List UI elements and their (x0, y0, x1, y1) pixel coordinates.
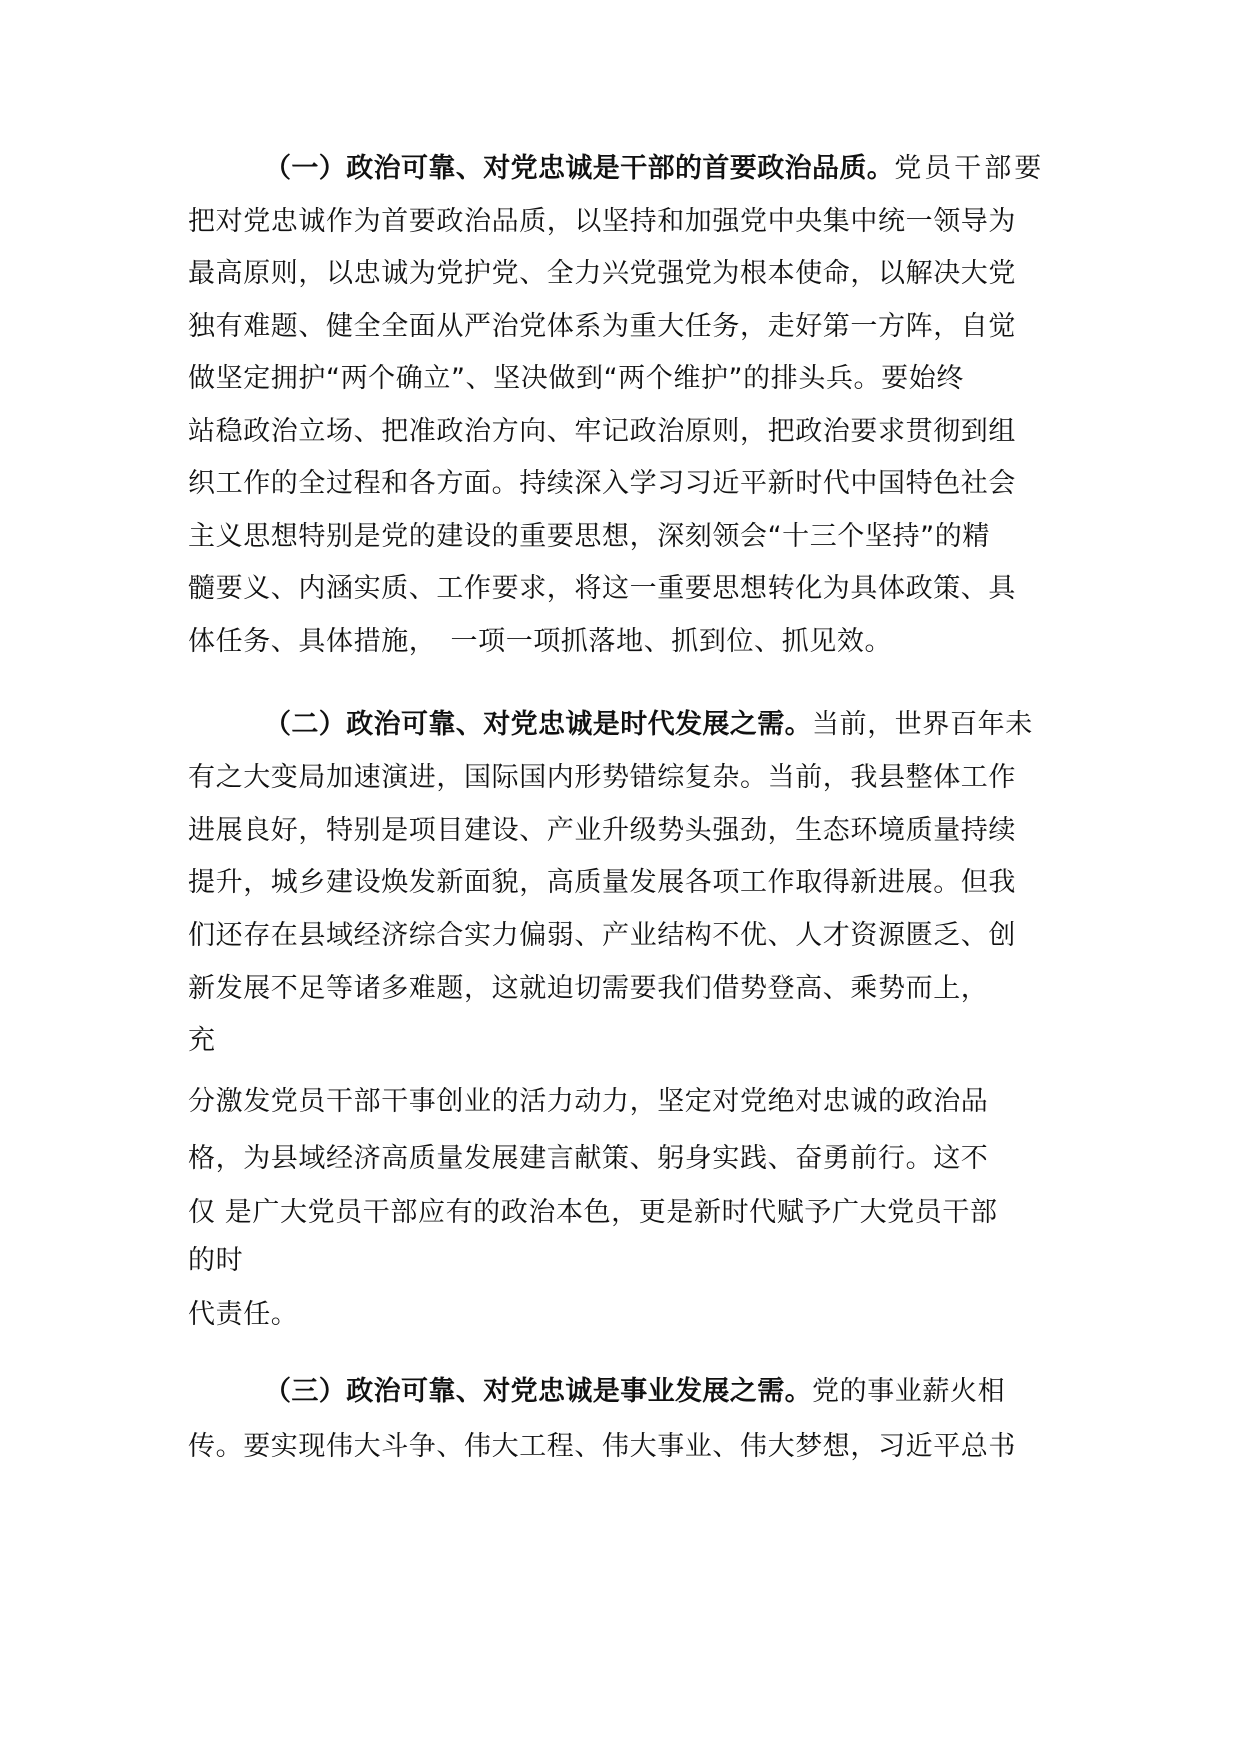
section-2-line: 进展良好，特别是项目建设、产业升级势头强劲，生态环境质量持续 (188, 815, 1016, 846)
section-1-line: 站稳政治立场、把准政治方向、牢记政治原则，把政治要求贯彻到组 (188, 416, 1016, 447)
section-2-first-line (264, 706, 1033, 744)
section-3-first-line-text: 党的事业薪火相 (812, 1376, 1006, 1407)
section-2-line: 们还存在县域经济综合实力偏弱、产业结构不优、人才资源匮乏、创 (188, 920, 1016, 951)
section-1-line: 把对党忠诚作为首要政治品质，以坚持和加强党中央集中统一领导为 (188, 206, 1016, 237)
section-2-first-line-text: 当前，世界百年未 (812, 709, 1033, 740)
section-1-line: 主义思想特别是党的建设的重要思想，深刻领会“十三个坚持”的精 (188, 521, 990, 552)
section-2-line: 代责任。 (188, 1299, 299, 1330)
section-2-line: 的时 (188, 1245, 244, 1276)
section-1-line: 做坚定拥护“两个确立”、坚决做到“两个维护”的排头兵。要始终 (188, 363, 964, 394)
section-3-heading: （三）政治可靠、对党忠诚是事业发展之需。 (264, 1376, 812, 1407)
section-1-line: 髓要义、内涵实质、工作要求，将这一重要思想转化为具体政策、具 (188, 573, 1016, 604)
section-2-line: 仅 是广大党员干部应有的政治本色，更是新时代赋予广大党员干部 (188, 1197, 998, 1228)
section-2-line: 新发展不足等诸多难题，这就迫切需要我们借势登高、乘势而上， (188, 973, 989, 1004)
section-1-first-line-text: 党员干部要 (894, 153, 1045, 184)
section-1-line: 体任务、具体措施， 一项一项抓落地、抓到位、抓见效。 (188, 626, 893, 657)
section-2-line: 提升，城乡建设焕发新面貌，高质量发展各项工作取得新进展。但我 (188, 867, 1016, 898)
section-1-line: 织工作的全过程和各方面。持续深入学习习近平新时代中国特色社会 (188, 468, 1016, 499)
section-2-heading: （二）政治可靠、对党忠诚是时代发展之需。 (264, 709, 812, 740)
section-1-line: 独有难题、健全全面从严治党体系为重大任务，走好第一方阵，自觉 (188, 311, 1016, 342)
section-3-first-line (264, 1373, 1005, 1411)
section-2-line: 分激发党员干部干事创业的活力动力，坚定对党绝对忠诚的政治品 (188, 1086, 989, 1117)
section-2-line: 格，为县域经济高质量发展建言献策、躬身实践、奋勇前行。这不 (188, 1143, 989, 1174)
section-3-line: 传。要实现伟大斗争、伟大工程、伟大事业、伟大梦想，习近平总书 (188, 1431, 1016, 1462)
section-1-first-line (264, 150, 1044, 188)
section-2-line: 充 (188, 1025, 216, 1056)
section-1-line: 最高原则，以忠诚为党护党、全力兴党强党为根本使命，以解决大党 (188, 258, 1016, 289)
section-1-heading: （一）政治可靠、对党忠诚是干部的首要政治品质。 (264, 153, 895, 184)
section-2-line: 有之大变局加速演进，国际国内形势错综复杂。当前，我县整体工作 (188, 762, 1016, 793)
